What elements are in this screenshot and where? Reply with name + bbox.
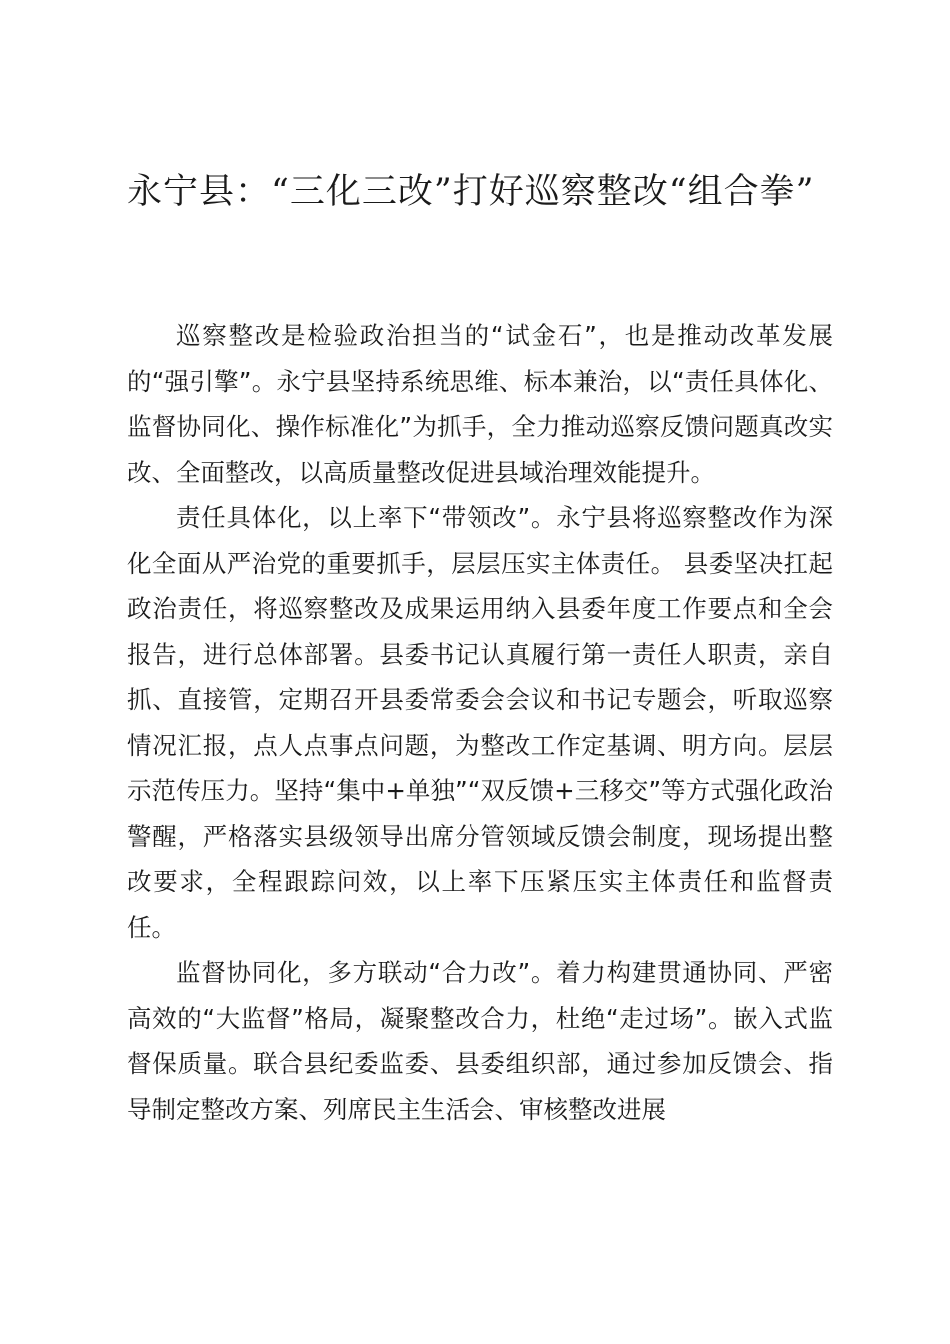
document-body bbox=[127, 313, 833, 1132]
document-title: 永宁县：“三化三改”打好巡察整改“组合拳” bbox=[127, 172, 815, 212]
paragraph-intro: 巡察整改是检验政治担当的“试金石”，也是推动改革发展的“强引擎”。永宁县坚持系统思维、标本兼治，以“责任具体化、监督协同化、操作标准化”为抓手，全力推动巡察反馈问题真改实改、全面整改，以高质量整改促进县域治理效能提升。 bbox=[127, 321, 833, 487]
paragraph-supervision: 监督协同化，多方联动“合力改”。着力构建贯通协同、严密高效的“大监督”格局，凝聚整改合力，杜绝“走过场”。嵌入式监督保质量。联合县纪委监委、县委组织部，通过参加反馈会、指导制定整改方案、列席民主生活会、审核整改进展 bbox=[127, 958, 833, 1124]
paragraph-responsibility: 责任具体化，以上率下“带领改”。永宁县将巡察整改作为深化全面从严治党的重要抓手，层层压实主体责任。 县委坚决扛起政治责任，将巡察整改及成果运用纳入县委年度工作要点和全会报告，进行总体部署。县委书记认真履行第一责任人职责，亲自抓、直接管，定期召开县委常委会会议和书记专题会，听取巡察情况汇报，点人点事点问题，为整改工作定基调、明方向。层层示范传压力。坚持“集中+单独”“双反馈+三移交”等方式强化政治警醒，严格落实县级领导出席分管领域反馈会制度，现场提出整改要求，全程跟踪问效，以上率下压紧压实主体责任和监督责任。 bbox=[127, 503, 833, 942]
